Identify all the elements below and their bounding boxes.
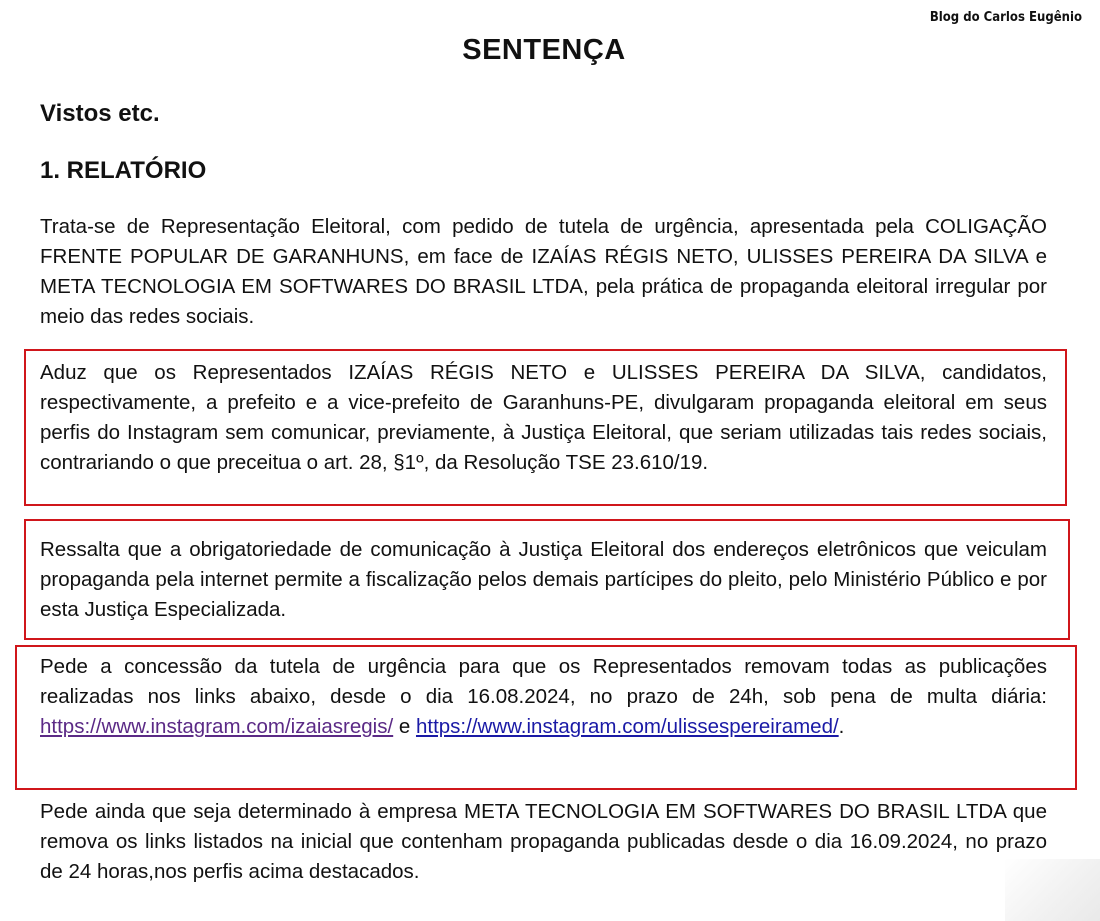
paragraph-3: Ressalta que a obrigatoriedade de comunicação à Justiça Eleitoral dos endereços eletrônicos que veiculam propaganda pela internet permite a fiscalização pelos demais partícipes do pleito, pelo Ministério Público e por esta Justiça Especializada.: [40, 538, 1047, 621]
paragraph-4: [40, 652, 1047, 742]
paragraph-4-end: .: [838, 715, 845, 738]
section-heading-relatorio: 1. RELATÓRIO: [40, 157, 207, 184]
instagram-link-izaiasregis[interactable]: https://www.instagram.com/izaiasregis/: [40, 715, 394, 738]
blog-watermark: Blog do Carlos Eugênio: [929, 10, 1082, 25]
paragraph-4-conjunction: e: [393, 715, 416, 738]
paragraph-1: Trata-se de Representação Eleitoral, com pedido de tutela de urgência, apresentada pela COLIGAÇÃO FRENTE POPULAR DE GARANHUNS, em face de IZAÍAS RÉGIS NETO, ULISSES PEREIRA DA SILVA e META TECNOLOGIA EM SOFTWARES DO BRASIL LTDA, pela prática de propaganda eleitoral irregular por meio das redes sociais.: [40, 215, 1047, 328]
document-title: SENTENÇA: [462, 34, 626, 66]
paragraph-2: Aduz que os Representados IZAÍAS RÉGIS NETO e ULISSES PEREIRA DA SILVA, candidatos, respectivamente, a prefeito e a vice-prefeito de Garanhuns-PE, divulgaram propaganda eleitoral em seus perfis do Instagram sem comunicar, previamente, à Justiça Eleitoral, que seriam utilizadas tais redes sociais, contrariando o que preceitua o art. 28, §1º, da Resolução TSE 23.610/19.: [40, 361, 1047, 474]
paragraph-5: Pede ainda que seja determinado à empresa META TECNOLOGIA EM SOFTWARES DO BRASIL LTDA que remova os links listados na inicial que contenham propaganda publicadas desde o dia 16.09.2024, no prazo de 24 horas,nos perfis acima destacados.: [40, 800, 1047, 883]
vistos-heading: Vistos etc.: [40, 100, 160, 127]
instagram-link-ulissespereiramed[interactable]: https://www.instagram.com/ulissespereiramed/: [415, 715, 839, 738]
paragraph-4-text: Pede a concessão da tutela de urgência para que os Representados removam todas as publicações realizadas nos links abaixo, desde o dia 16.08.2024, no prazo de 24h, sob pena de multa diária:: [40, 655, 1047, 708]
corner-smudge: [1005, 859, 1100, 921]
